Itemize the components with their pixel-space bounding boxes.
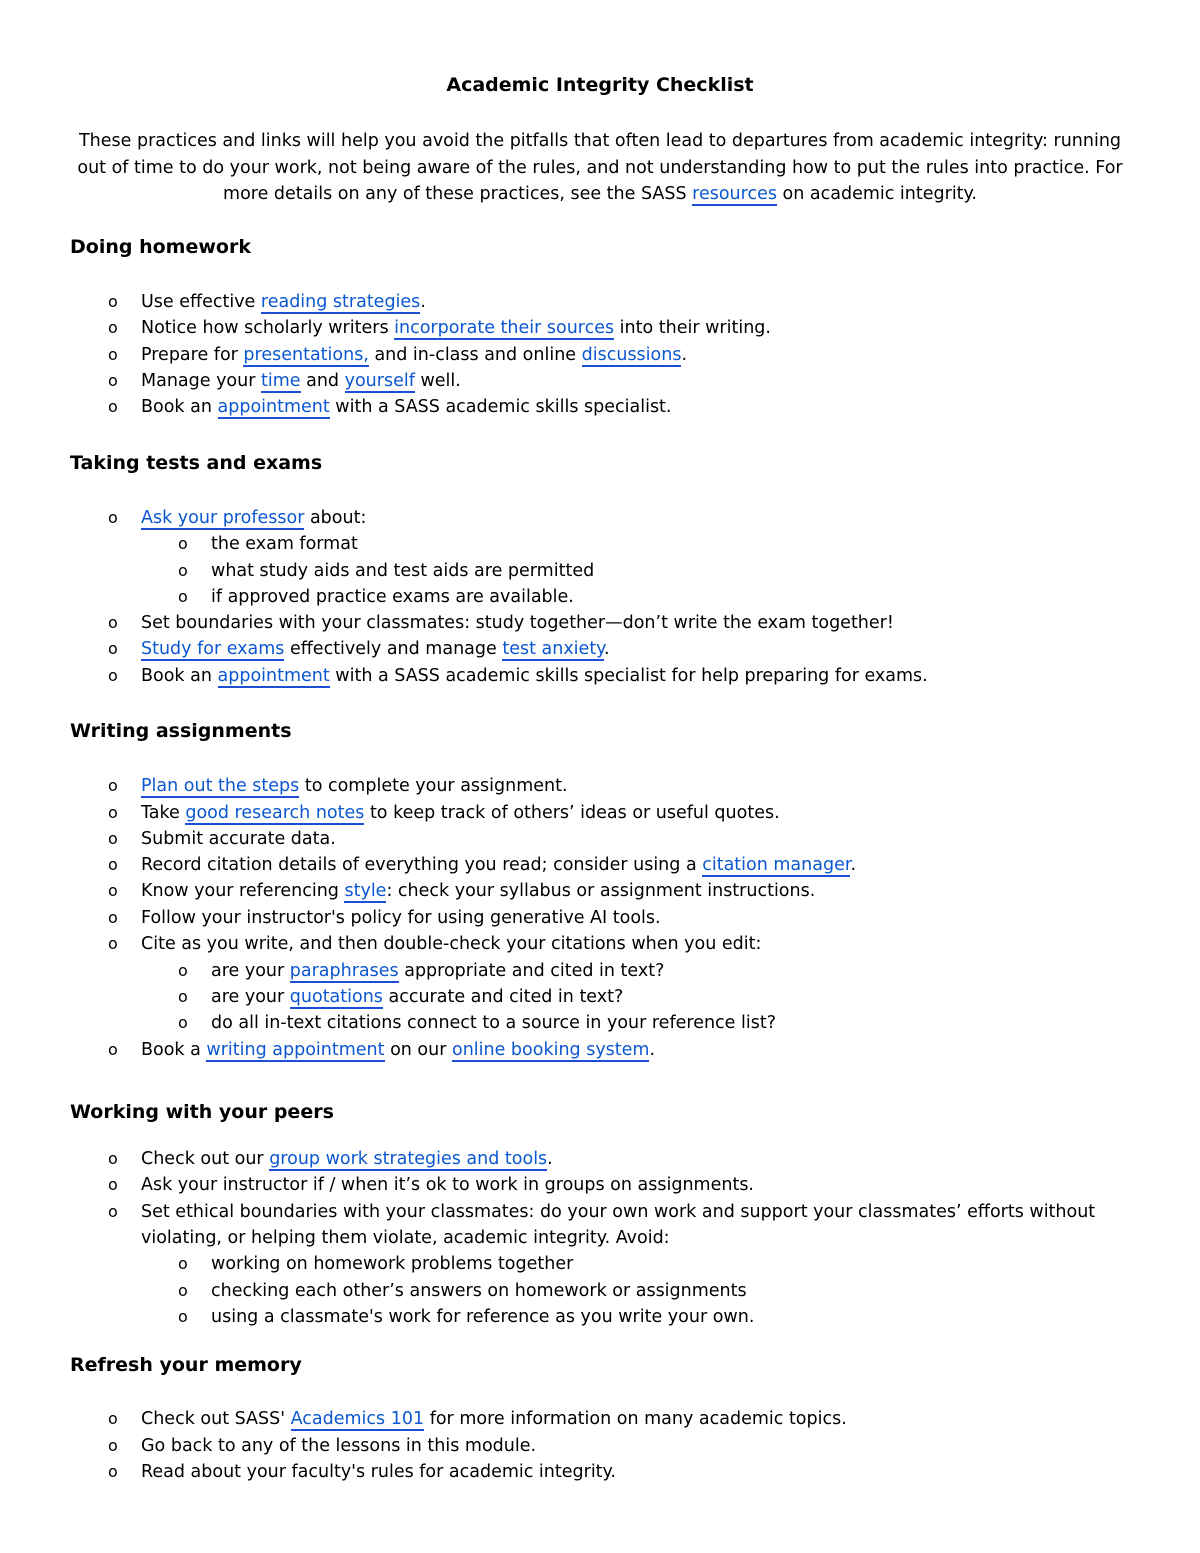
discussions-link[interactable]: discussions xyxy=(581,345,682,365)
bullet-icon: o xyxy=(108,666,118,685)
quotations-link[interactable]: quotations xyxy=(289,987,383,1007)
group-work-link[interactable]: group work strategies and tools xyxy=(269,1149,548,1169)
style-link[interactable]: style xyxy=(344,881,387,901)
bullet-icon: o xyxy=(108,613,118,632)
bullet-icon: o xyxy=(108,776,118,795)
bullet-icon: o xyxy=(178,1281,188,1300)
bullet-icon: o xyxy=(178,587,188,606)
bullet-icon: o xyxy=(108,1175,118,1194)
appointment-link[interactable]: appointment xyxy=(217,666,330,686)
section-heading-doing-homework: Doing homework xyxy=(70,236,251,258)
research-notes-link[interactable]: good research notes xyxy=(185,803,365,823)
resources-link[interactable]: resources xyxy=(692,184,777,204)
test-anxiety-link[interactable]: test anxiety xyxy=(502,639,605,659)
bullet-icon: o xyxy=(178,1013,188,1032)
incorporate-sources-link[interactable]: incorporate their sources xyxy=(394,318,615,338)
intro-paragraph xyxy=(70,128,1130,208)
bullet-icon: o xyxy=(108,908,118,927)
bullet-icon: o xyxy=(108,881,118,900)
intro-line: more details on any of these practices, see the SASS resources on academic integrity. xyxy=(223,184,977,204)
bullet-icon: o xyxy=(108,508,118,527)
bullet-icon: o xyxy=(108,1040,118,1059)
time-link[interactable]: time xyxy=(261,371,301,391)
paraphrases-link[interactable]: paraphrases xyxy=(289,961,399,981)
intro-line: These practices and links will help you avoid the pitfalls that often lead to departures from academic integrity: running xyxy=(78,131,1122,151)
yourself-link[interactable]: yourself xyxy=(344,371,415,391)
presentations-link[interactable]: presentations, xyxy=(243,345,369,365)
bullet-icon: o xyxy=(108,318,118,337)
bullet-icon: o xyxy=(108,934,118,953)
bullet-icon: o xyxy=(108,855,118,874)
section-heading-tests-exams: Taking tests and exams xyxy=(70,452,323,474)
ask-professor-link[interactable]: Ask your professor xyxy=(141,508,305,528)
writing-appointment-link[interactable]: writing appointment xyxy=(206,1040,385,1060)
bullet-icon: o xyxy=(108,829,118,848)
bullet-icon: o xyxy=(108,292,118,311)
online-booking-system-link[interactable]: online booking system xyxy=(451,1040,650,1060)
section-heading-refresh-memory: Refresh your memory xyxy=(70,1354,302,1376)
bullet-icon: o xyxy=(178,561,188,580)
bullet-icon: o xyxy=(108,1202,118,1221)
page-title: Academic Integrity Checklist xyxy=(446,74,754,96)
bullet-icon: o xyxy=(108,1436,118,1455)
bullet-icon: o xyxy=(108,397,118,416)
bullet-icon: o xyxy=(178,1254,188,1273)
bullet-icon: o xyxy=(108,1462,118,1481)
bullet-icon: o xyxy=(108,1409,118,1428)
bullet-icon: o xyxy=(178,961,188,980)
bullet-icon: o xyxy=(178,987,188,1006)
intro-line: out of time to do your work, not being aware of the rules, and not understanding how to put the rules into practice. For xyxy=(77,157,1123,178)
bullet-icon: o xyxy=(108,803,118,822)
section-heading-writing-assignments: Writing assignments xyxy=(70,720,292,742)
document-page: Academic Integrity Checklist These practices and links will help you avoid the pitfalls that often lead to departures from academic integrity: running out of time to do your work, not being aware of the rules, and not understanding how to put the rules into practice. For more details on any of these practices, see the SASS resources on academic integrity. Doing homework o Use effective reading strategies. o Notice how scholarly writers incorporate their sources into their writing. o Prepare for presentations, and in-class and online discussions. o Manage your time and yourself well. o Book an appointment with a SASS academic skills specialist. Taking tests and exams o Ask your professor about: o the exam format o what study aids and test aids are permitted o if approved practice exams are available. o Set boundaries with your classmates: study together—don’t write the exam together! o Study for exams effectively and manage test anxiety. o Book an appointment with a SASS academic skills specialist for help preparing for exams. Writing assignments o Plan out the steps to complete your assignment. o Take good research notes to keep track of others’ ideas or useful quotes. o Submit accurate data. o Record citation details of everything you read; consider using a citation manager. o Know your referencing style: check your syllabus or assignment instructions. o Follow your instructor's policy for using generative AI tools. o Cite as you write, and then double-check your citations when you edit: o are your paraphrases appropriate and cited in text? o are your quotations accurate and cited in text? o do all in-text citations connect to a source in your reference list? o Book a writing appointment on our online booking system. Working with your peers o Check out our group work strategies and tools. o Ask your instructor if / when it’s ok to work in groups on assignments. o Set ethical boundaries with your classmates: do your own work and support your classmates’ efforts without violating, or helping them violate, academic integrity. Avoid: o working on homework problems together o checking each other’s answers on homework or assignments o using a classmate's work for reference as you write your own. Refresh your memory o Check out SASS' Academics 101 for more information on many academic topics. o Go back to any of the lessons in this module. o Read about your faculty's rules for academic integrity. xyxy=(0,0,1200,1553)
plan-steps-link[interactable]: Plan out the steps xyxy=(141,776,300,796)
bullet-icon: o xyxy=(108,345,118,364)
section-heading-working-with-peers: Working with your peers xyxy=(70,1101,334,1123)
bullet-icon: o xyxy=(178,534,188,553)
bullet-icon: o xyxy=(178,1307,188,1326)
study-for-exams-link[interactable]: Study for exams xyxy=(141,639,285,659)
bullet-icon: o xyxy=(108,371,118,390)
appointment-link[interactable]: appointment xyxy=(217,397,330,417)
bullet-icon: o xyxy=(108,639,118,658)
bullet-icon: o xyxy=(108,1149,118,1168)
reading-strategies-link[interactable]: reading strategies xyxy=(260,292,421,312)
citation-manager-link[interactable]: citation manager xyxy=(702,855,851,875)
academics-101-link[interactable]: Academics 101 xyxy=(290,1409,425,1429)
